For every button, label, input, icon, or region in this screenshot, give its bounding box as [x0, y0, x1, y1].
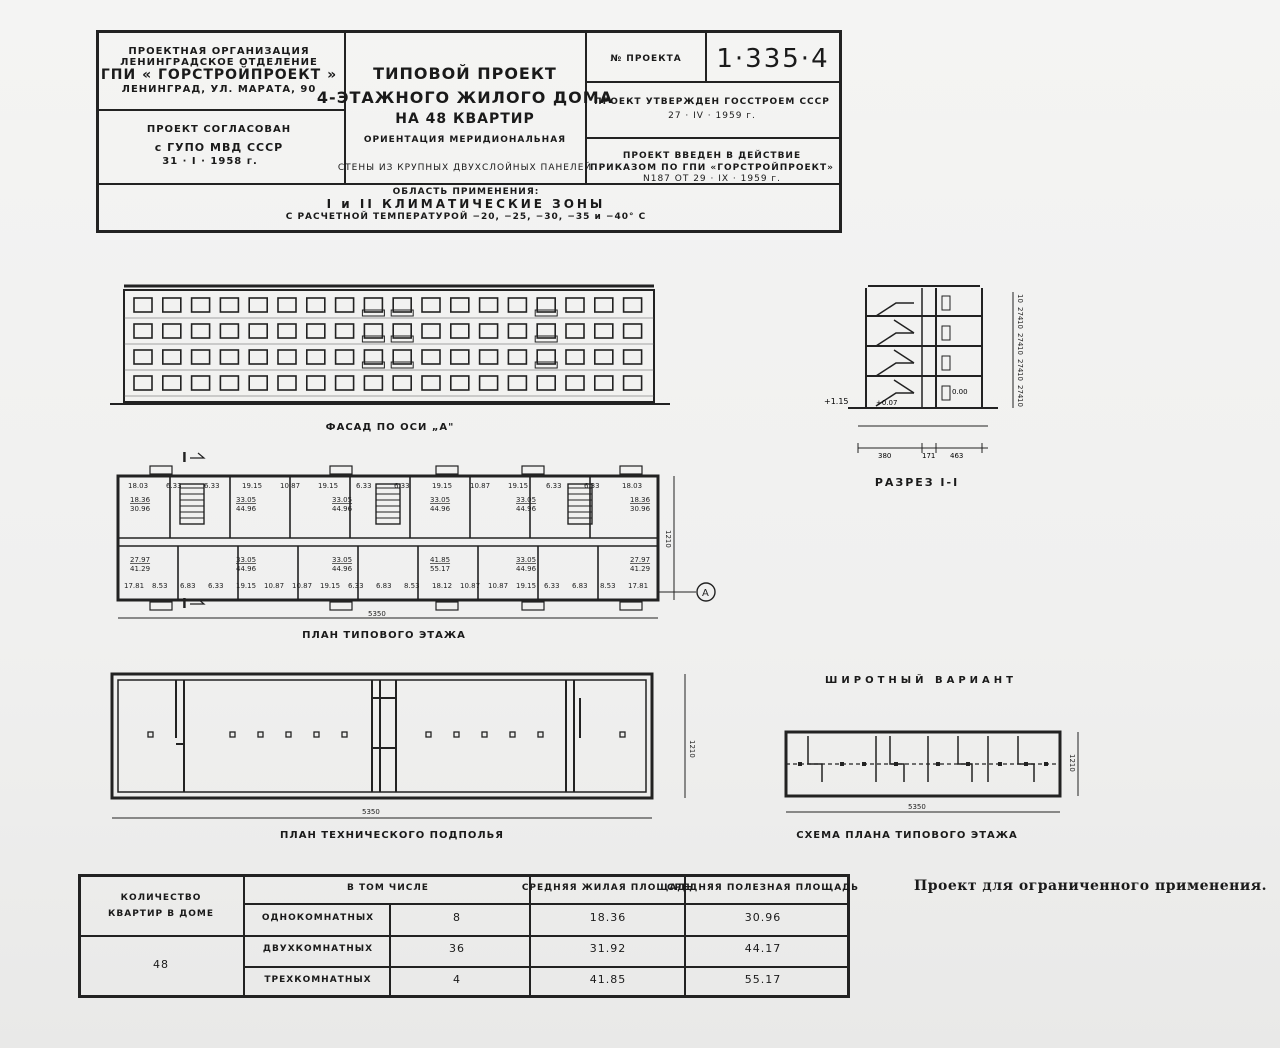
facade-window — [566, 350, 584, 364]
basement-column — [342, 732, 347, 737]
scope-heading: ОБЛАСТЬ ПРИМЕНЕНИЯ: — [392, 187, 540, 197]
plan-bottom-dim: 6.83 — [180, 582, 196, 590]
plan-top-dim: 10.87 — [280, 482, 301, 490]
facade-window — [508, 350, 526, 364]
plan-top-dim: 18.03 — [128, 482, 149, 490]
plan-bottom-dim: 6.33 — [544, 582, 560, 590]
plan-room-area: 30.96 — [130, 505, 151, 513]
facade-window — [336, 324, 354, 338]
scheme-column — [798, 762, 802, 766]
facade-window — [595, 350, 613, 364]
qty-header-1: КОЛИЧЕСТВО — [120, 893, 202, 903]
plan-bottom-dim: 6.83 — [572, 582, 588, 590]
plan-top-dim: 19.15 — [432, 482, 453, 490]
plan-room-area: 41.29 — [130, 565, 151, 573]
plan-room-area: 18.36 — [130, 496, 151, 504]
facade-balcony — [535, 362, 557, 368]
plan-balcony — [522, 466, 544, 474]
facade-balcony — [391, 310, 413, 316]
plan-room-area: 44.96 — [236, 565, 257, 573]
facade-window — [278, 324, 296, 338]
scheme-column — [1044, 762, 1048, 766]
section-dim-2: 171 — [922, 452, 936, 460]
facade-balcony — [391, 362, 413, 368]
plan-room-area: 18.36 — [630, 496, 651, 504]
plan-room-area: 44.96 — [516, 565, 537, 573]
org-address: ЛЕНИНГРАД, УЛ. МАРАТА, 90 — [121, 84, 317, 95]
plan-balcony — [330, 602, 352, 610]
plan-bottom-dim: 17.81 — [124, 582, 145, 590]
facade-window — [451, 298, 469, 312]
qty-header-living: СРЕДНЯЯ ЖИЛАЯ ПЛОЩАДЬ — [521, 883, 695, 893]
scheme-column — [862, 762, 866, 766]
plan-bottom-dim: 8.53 — [600, 582, 616, 590]
facade-window — [336, 376, 354, 390]
facade-window — [480, 324, 498, 338]
scheme-column — [1024, 762, 1028, 766]
basement-column — [286, 732, 291, 737]
scheme-column — [894, 762, 898, 766]
plan-balcony — [620, 466, 642, 474]
facade-window — [480, 298, 498, 312]
basement-column — [510, 732, 515, 737]
plan-room-area: 33.05 — [236, 556, 257, 564]
facade-window — [624, 324, 642, 338]
qty-row1-living: 18.36 — [589, 911, 627, 924]
scheme-caption: СХЕМА ПЛАНА ТИПОВОГО ЭТАЖА — [796, 830, 1018, 841]
qty-row2-living: 31.92 — [589, 942, 627, 955]
plan-bottom-dim: 18.12 — [432, 582, 453, 590]
plan-bottom-dim: 6.33 — [208, 582, 224, 590]
facade-window — [422, 376, 440, 390]
facade-drawing — [110, 270, 670, 420]
facade-window — [595, 376, 613, 390]
section-dim-3: 463 — [950, 452, 964, 460]
qty-row3-useful: 55.17 — [744, 973, 782, 986]
project-title-2: 4-ЭТАЖНОГО ЖИЛОГО ДОМА — [316, 88, 614, 107]
qty-header-useful: СРЕДНЯЯ ПОЛЕЗНАЯ ПЛОЩАДЬ — [666, 883, 860, 893]
section-height-label: 274 — [1016, 385, 1024, 399]
plan-room-area: 44.96 — [236, 505, 257, 513]
plan-top-dim: 6.33 — [356, 482, 372, 490]
facade-outline — [124, 290, 654, 402]
basement-width: 1210 — [688, 740, 696, 758]
facade-window — [278, 376, 296, 390]
qty-row3-type: ТРЕХКОМНАТНЫХ — [264, 975, 372, 985]
qty-row3-count: 4 — [453, 973, 461, 986]
scheme-plan — [778, 724, 1090, 828]
scope-zones: I и II КЛИМАТИЧЕСКИЕ ЗОНЫ — [326, 197, 606, 211]
approved-line-2: с ГУПО МВД СССР — [154, 141, 284, 154]
plan-bottom-dim: 8.53 — [152, 582, 168, 590]
facade-window — [480, 350, 498, 364]
plan-bottom-dim: 6.83 — [376, 582, 392, 590]
section-height-label: 10 — [1016, 294, 1024, 303]
plan-bottom-dim: 10.87 — [460, 582, 481, 590]
scheme-width: 1210 — [1068, 754, 1076, 772]
plan-top-dim: 6.33 — [546, 482, 562, 490]
facade-window — [249, 324, 267, 338]
facade-window — [220, 298, 238, 312]
qty-row1-useful: 30.96 — [744, 911, 782, 924]
facade-window — [192, 324, 210, 338]
plan-room-area: 33.05 — [516, 496, 537, 504]
section-dim-1: 380 — [878, 452, 892, 460]
approved-date: 31 · I · 1958 г. — [162, 156, 258, 167]
facade-window — [595, 324, 613, 338]
section-caption: РАЗРЕЗ I-I — [874, 476, 960, 489]
plan-room-area: 33.05 — [332, 556, 353, 564]
project-number: 1·335·4 — [716, 44, 830, 74]
basement-column — [148, 732, 153, 737]
section-mark-3: 0.00 — [952, 388, 968, 396]
plan-room-area: 41.29 — [630, 565, 651, 573]
facade-window — [566, 376, 584, 390]
limited-use-note: Проект для ограниченного применения. — [914, 878, 1268, 894]
orientation: ОРИЕНТАЦИЯ МЕРИДИОНАЛЬНАЯ — [363, 135, 567, 145]
facade-window — [278, 350, 296, 364]
facade-window — [220, 324, 238, 338]
facade-window — [163, 350, 181, 364]
facade-window — [307, 376, 325, 390]
section-height-label: 10 — [1016, 320, 1024, 329]
plan-top-dim: 19.15 — [318, 482, 339, 490]
facade-window — [134, 298, 152, 312]
qty-row3-living: 41.85 — [589, 973, 627, 986]
typical-floor-plan — [100, 450, 720, 630]
qty-row2-type: ДВУХКОМНАТНЫХ — [262, 944, 374, 954]
plan-room-area: 55.17 — [430, 565, 451, 573]
axis-label: А — [702, 588, 709, 599]
section-mark-2: +0.07 — [876, 399, 898, 407]
facade-window — [393, 376, 411, 390]
facade-window — [249, 376, 267, 390]
qty-row2-count: 36 — [449, 942, 465, 955]
scheme-length: 5350 — [908, 803, 926, 811]
facade-window — [624, 298, 642, 312]
basement-column — [482, 732, 487, 737]
typical-floor-caption: ПЛАН ТИПОВОГО ЭТАЖА — [302, 630, 466, 641]
plan-room-area: 33.05 — [332, 496, 353, 504]
latitudinal-caption: ШИРОТНЫЙ ВАРИАНТ — [825, 675, 1017, 686]
section-cut-mark: I — [182, 451, 187, 466]
facade-window — [624, 350, 642, 364]
plan-top-dim: 18.03 — [622, 482, 643, 490]
walls-note: СТЕНЫ ИЗ КРУПНЫХ ДВУХСЛОЙНЫХ ПАНЕЛЕЙ — [337, 163, 593, 173]
plan-room-area: 27.97 — [630, 556, 651, 564]
facade-window — [134, 376, 152, 390]
plan-top-dim: 6.33 — [584, 482, 600, 490]
plan-balcony — [150, 466, 172, 474]
plan-balcony — [436, 602, 458, 610]
facade-window — [508, 298, 526, 312]
facade-window — [480, 376, 498, 390]
qty-header-2: КВАРТИР В ДОМЕ — [108, 909, 214, 919]
scope-temperature: С РАСЧЕТНОЙ ТЕМПЕРАТУРОЙ −20, −25, −30, −35 и −40° С — [285, 212, 647, 222]
basement-column — [620, 732, 625, 737]
facade-window — [307, 350, 325, 364]
facade-balcony — [362, 362, 384, 368]
basement-column — [258, 732, 263, 737]
facade-window — [134, 350, 152, 364]
org-line-2: ЛЕНИНГРАДСКОЕ ОТДЕЛЕНИЕ — [120, 57, 318, 68]
section-height-label: 10 — [1016, 372, 1024, 381]
basement-plan — [100, 668, 700, 828]
plan-width: 1210 — [664, 530, 672, 548]
facade-window — [163, 324, 181, 338]
facade-window — [307, 324, 325, 338]
facade-window — [220, 376, 238, 390]
basement-column — [426, 732, 431, 737]
facade-window — [566, 324, 584, 338]
basement-column — [230, 732, 235, 737]
plan-bottom-dim: 19.15 — [516, 582, 537, 590]
scheme-column — [966, 762, 970, 766]
plan-balcony — [522, 602, 544, 610]
facade-window — [537, 376, 555, 390]
plan-room-area: 33.05 — [516, 556, 537, 564]
plan-room-area: 44.96 — [332, 565, 353, 573]
plan-bottom-dim: 17.81 — [628, 582, 649, 590]
facade-window — [192, 376, 210, 390]
plan-balcony — [436, 466, 458, 474]
basement-caption: ПЛАН ТЕХНИЧЕСКОГО ПОДПОЛЬЯ — [280, 830, 504, 841]
facade-window — [451, 324, 469, 338]
plan-bottom-dim: 10.87 — [488, 582, 509, 590]
qty-row1-type: ОДНОКОМНАТНЫХ — [261, 913, 375, 923]
facade-balcony — [362, 336, 384, 342]
facade-window — [364, 376, 382, 390]
section-cut-mark: I — [182, 597, 187, 612]
plan-balcony — [150, 602, 172, 610]
scheme-column — [998, 762, 1002, 766]
plan-stair — [568, 484, 592, 524]
plan-bottom-dim: 19.15 — [320, 582, 341, 590]
facade-window — [624, 376, 642, 390]
plan-room-area: 41.85 — [430, 556, 451, 564]
section-cut-arrow — [190, 453, 204, 458]
facade-window — [278, 298, 296, 312]
qty-header-incl: В ТОМ ЧИСЛЕ — [347, 883, 429, 893]
facade-window — [451, 350, 469, 364]
facade-window — [220, 350, 238, 364]
scheme-column — [840, 762, 844, 766]
plan-bottom-dim: 19.15 — [236, 582, 257, 590]
plan-room-area: 33.05 — [430, 496, 451, 504]
facade-window — [508, 324, 526, 338]
org-line-1: ПРОЕКТНАЯ ОРГАНИЗАЦИЯ — [128, 46, 310, 57]
plan-bottom-dim: 8.53 — [404, 582, 420, 590]
facade-window — [336, 298, 354, 312]
facade-window — [595, 298, 613, 312]
project-title-3: НА 48 КВАРТИР — [395, 111, 535, 127]
section-height-label: 274 — [1016, 307, 1024, 321]
facade-window — [134, 324, 152, 338]
plan-room-area: 27.97 — [130, 556, 151, 564]
enacted-line-1: ПРОЕКТ ВВЕДЕН В ДЕЙСТВИЕ — [622, 151, 802, 161]
basement-column — [538, 732, 543, 737]
basement-column — [454, 732, 459, 737]
plan-room-area: 44.96 — [516, 505, 537, 513]
facade-window — [192, 350, 210, 364]
plan-top-dim: 19.15 — [508, 482, 529, 490]
facade-window — [566, 298, 584, 312]
plan-top-dim: 10.87 — [470, 482, 491, 490]
facade-balcony — [535, 336, 557, 342]
scheme-column — [936, 762, 940, 766]
qty-row1-count: 8 — [453, 911, 461, 924]
plan-stair — [376, 484, 400, 524]
facade-window — [192, 298, 210, 312]
facade-window — [249, 298, 267, 312]
project-no-label: № ПРОЕКТА — [610, 54, 682, 64]
gosstroy-line: ПРОЕКТ УТВЕРЖДЕН ГОССТРОЕМ СССР — [594, 97, 830, 107]
plan-balcony — [620, 602, 642, 610]
basement-length: 5350 — [362, 808, 380, 816]
facade-window — [422, 350, 440, 364]
basement-column — [314, 732, 319, 737]
qty-total: 48 — [153, 958, 169, 971]
facade-window — [422, 324, 440, 338]
facade-window — [163, 298, 181, 312]
facade-window — [336, 350, 354, 364]
facade-window — [508, 376, 526, 390]
qty-row2-useful: 44.17 — [744, 942, 782, 955]
plan-room-area: 30.96 — [630, 505, 651, 513]
plan-room-area: 33.05 — [236, 496, 257, 504]
facade-window — [422, 298, 440, 312]
plan-top-dim: 19.15 — [242, 482, 263, 490]
plan-room-area: 44.96 — [430, 505, 451, 513]
project-title-1: ТИПОВОЙ ПРОЕКТ — [373, 64, 557, 83]
enacted-line-3: N187 ОТ 29 · IX · 1959 г. — [642, 174, 782, 184]
plan-top-dim: 6.33 — [394, 482, 410, 490]
section-height-label: 274 — [1016, 333, 1024, 347]
facade-window — [451, 376, 469, 390]
approved-line-1: ПРОЕКТ СОГЛАСОВАН — [146, 124, 292, 135]
plan-length: 5350 — [368, 610, 386, 618]
section-height-label: 10 — [1016, 398, 1024, 407]
plan-top-dim: 6.33 — [166, 482, 182, 490]
section-height-label: 10 — [1016, 346, 1024, 355]
plan-bottom-dim: 10.87 — [264, 582, 285, 590]
facade-balcony — [535, 310, 557, 316]
facade-window — [163, 376, 181, 390]
gosstroy-date: 27 · IV · 1959 г. — [668, 111, 756, 121]
facade-window — [307, 298, 325, 312]
facade-balcony — [391, 336, 413, 342]
plan-bottom-dim: 10.87 — [292, 582, 313, 590]
plan-bottom-dim: 6.33 — [348, 582, 364, 590]
section-height-label: 274 — [1016, 359, 1024, 373]
plan-stair — [180, 484, 204, 524]
facade-caption: ФАСАД ПО ОСИ „А" — [325, 422, 455, 433]
org-name: ГПИ « ГОРСТРОЙПРОЕКТ » — [100, 67, 338, 83]
plan-balcony — [330, 466, 352, 474]
facade-balcony — [362, 310, 384, 316]
plan-room-area: 44.96 — [332, 505, 353, 513]
facade-window — [249, 350, 267, 364]
enacted-line-2: ПРИКАЗОМ ПО ГПИ «ГОРСТРОЙПРОЕКТ» — [590, 163, 834, 173]
section-drawing — [818, 278, 1050, 468]
section-mark-1: +1.15 — [824, 397, 849, 406]
plan-top-dim: 6.33 — [204, 482, 220, 490]
